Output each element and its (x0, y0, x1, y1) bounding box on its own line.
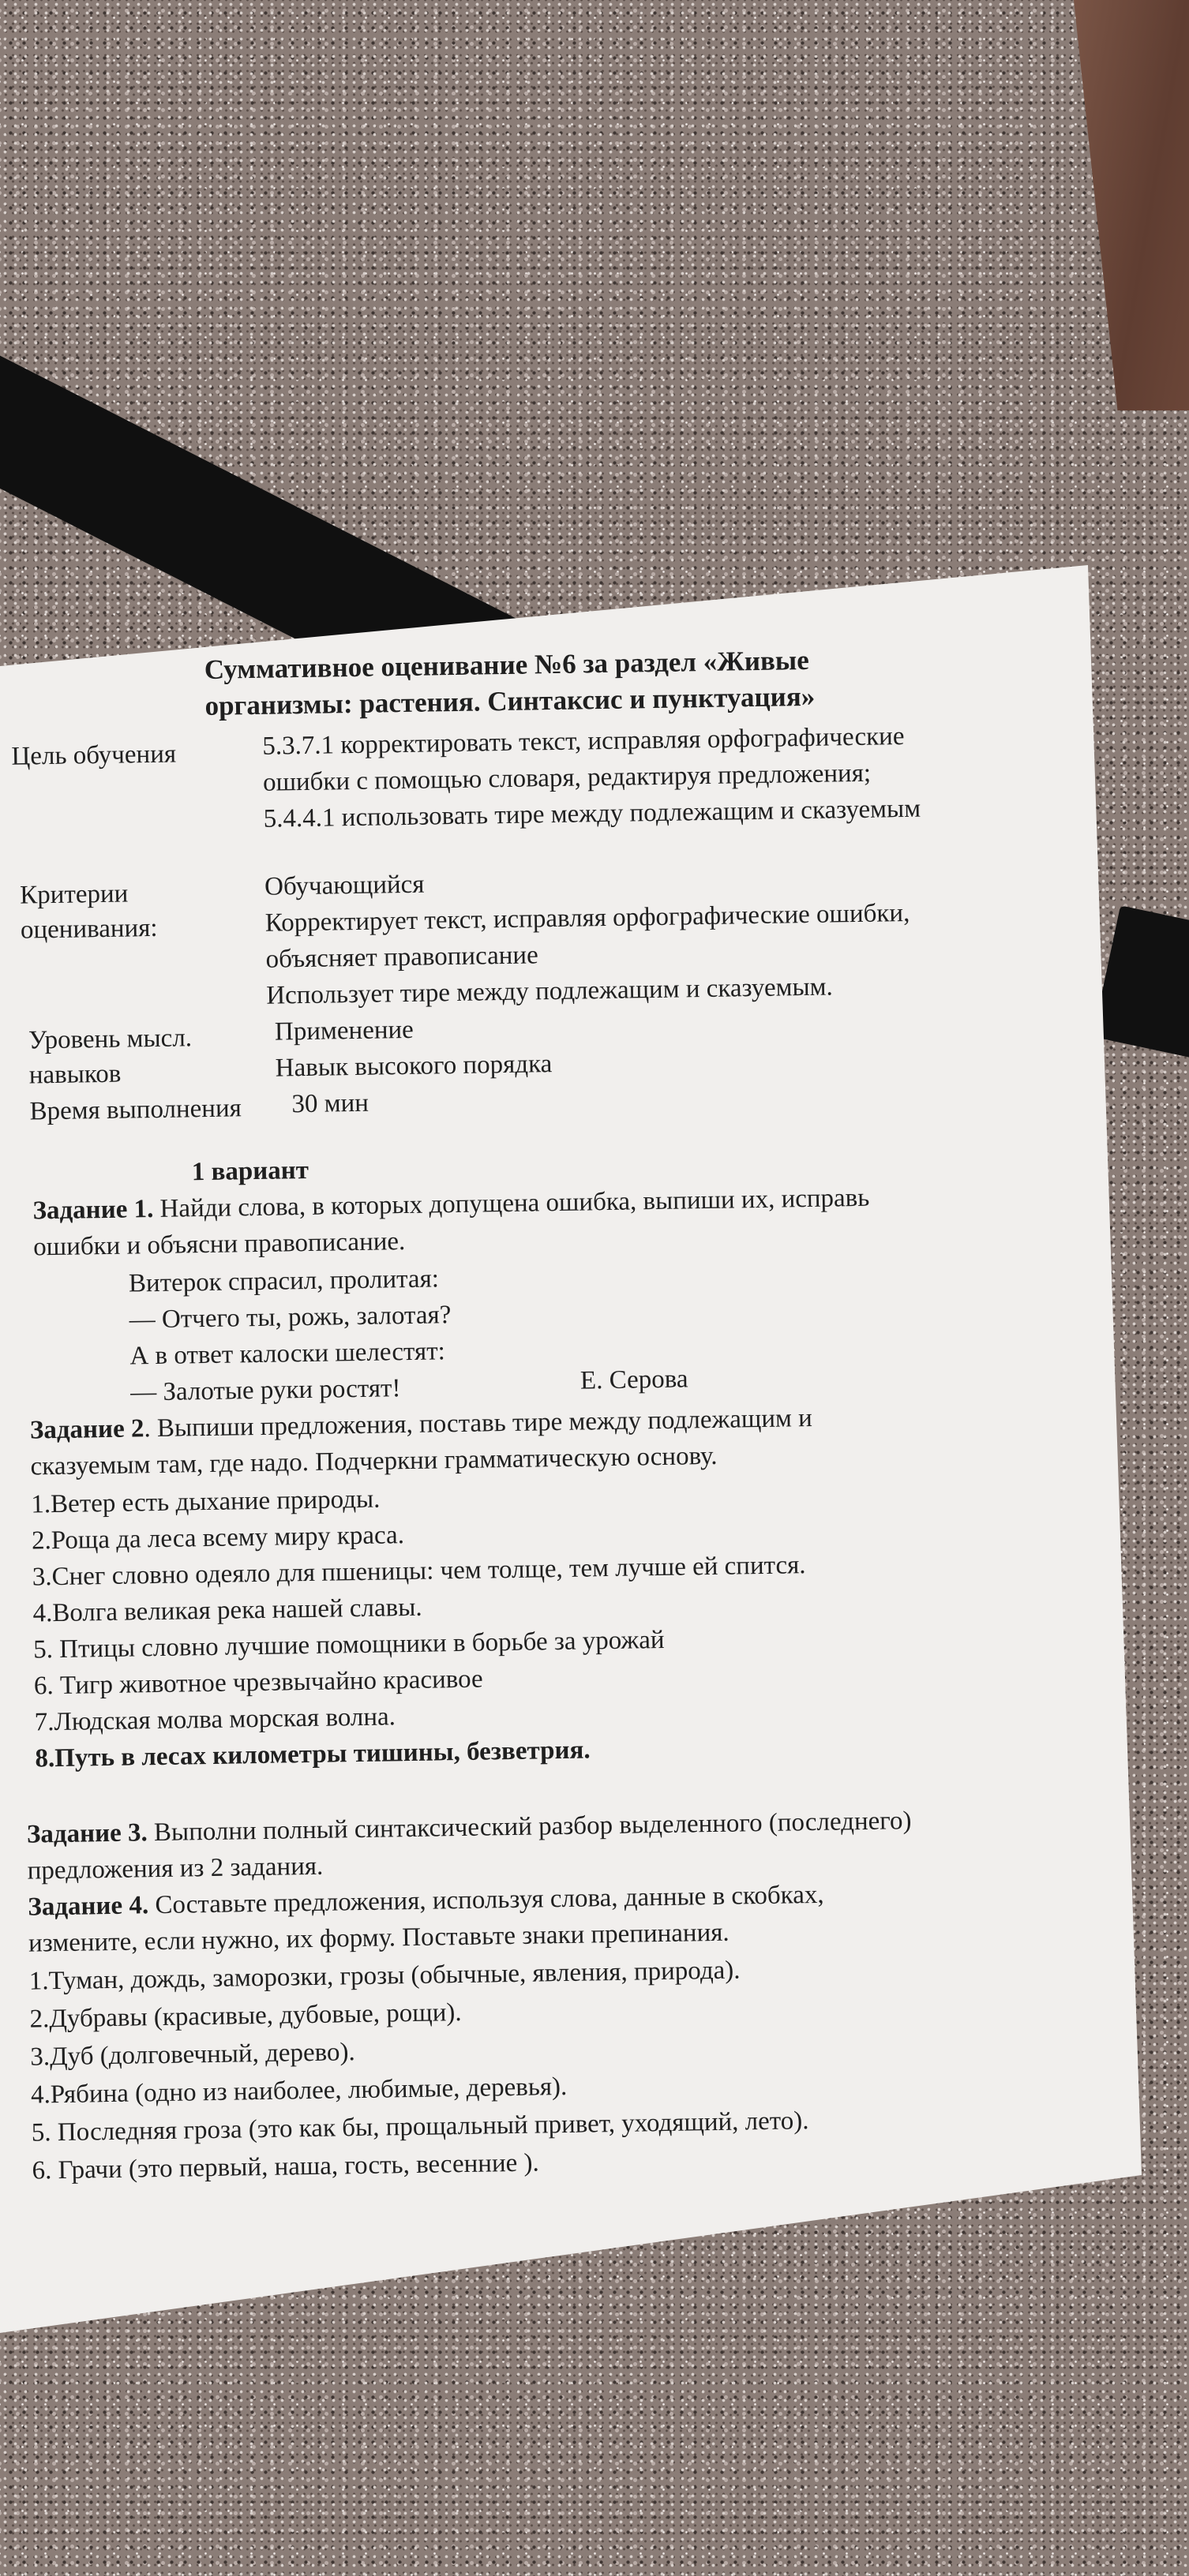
poem-line-4: — Залотые руки ростят! (129, 1374, 401, 1407)
task2-item-2: 2.Роща да леса всему миру краса. (31, 1521, 405, 1556)
task4-item-6: 6. Грачи (это первый, наша, гость, весенние ). (32, 2148, 539, 2185)
poem-author: Е. Серова (579, 1365, 688, 1395)
task1-line-1 (32, 1183, 869, 1227)
goal-label: Цель обучения (11, 739, 177, 771)
task2-item-7: 7.Людская молва морская волна. (34, 1702, 396, 1737)
task3-line-2: предложения из 2 задания. (27, 1852, 324, 1885)
level-label-1: Уровень мысл. (28, 1024, 193, 1055)
goal-line-2: ошибки с помощью словаря, редактируя предложения; (262, 758, 872, 797)
document-title-line-2: организмы: растения. Синтаксис и пунктуация» (204, 680, 816, 721)
criteria-line-4: Использует тире между подлежащим и сказуемым. (266, 972, 834, 1010)
task4-item-4: 4.Рябина (одно из наиболее, любимые, деревья). (30, 2072, 568, 2110)
task4-label: Задание 4. (28, 1891, 149, 1922)
level-label-2: навыков (28, 1059, 122, 1090)
task2-item-3: 3.Снег словно одеяло для пшеницы: чем толще, тем лучше ей спится. (32, 1551, 806, 1592)
document-content (0, 613, 1161, 2209)
poem-line-3: А в ответ калоски шелестят: (129, 1337, 446, 1371)
goal-line-3: 5.4.4.1 использовать тире между подлежащим и сказуемым (263, 794, 921, 833)
task2-item-5: 5. Птицы словно лучшие помощники в борьбе за урожай (32, 1625, 665, 1664)
task1-text: Найди слова, в которых допущена ошибка, выпиши их, исправь (153, 1183, 870, 1224)
task4-line-1 (28, 1880, 824, 1923)
task2-item-6: 6. Тигр животное чрезвычайно красивое (33, 1664, 483, 1701)
goal-line-1: 5.3.7.1 корректировать текст, исправляя орфографические (262, 722, 905, 761)
task1-label: Задание 1. (32, 1195, 154, 1226)
task3-label: Задание 3. (26, 1818, 148, 1849)
task4-item-3: 3.Дуб (долговечный, дерево). (30, 2038, 355, 2072)
task4-text: Составьте предложения, используя слова, данные в скобках, (148, 1880, 824, 1920)
time-value: 30 мин (291, 1088, 369, 1119)
time-label: Время выполнения (29, 1094, 242, 1126)
task2-item-1: 1.Ветер есть дыхание природы. (31, 1485, 381, 1519)
task2-text: . Выпиши предложения, поставь тире между подлежащим и (144, 1403, 813, 1443)
poem-line-2: — Отчего ты, рожь, залотая? (129, 1301, 452, 1335)
level-line-1: Применение (274, 1015, 414, 1046)
task4-item-1: 1.Туман, дождь, заморозки, грозы (обычные, явления, природа). (28, 1956, 741, 1996)
criteria-line-1: Обучающийся (264, 870, 425, 901)
task2-item-4: 4.Волга великая река нашей славы. (32, 1593, 422, 1628)
criteria-line-3: объясняет правописание (265, 941, 538, 974)
criteria-label-1: Критерии (19, 879, 129, 910)
task4-line-2: измените, если нужно, их форму. Поставьте знаки препинания. (28, 1918, 730, 1958)
task2-line-2: сказуемым там, где надо. Подчеркни грамматическую основу. (30, 1441, 718, 1481)
task3-text: Выполни полный синтаксический разбор выделенного (последнего) (147, 1807, 912, 1848)
poem-line-1: Витерок спрасил, пролитая: (128, 1264, 440, 1298)
task2-item-8-bold: 8.Путь в лесах километры тишины, безветрия. (35, 1735, 591, 1773)
task2-label: Задание 2 (29, 1414, 144, 1445)
task4-item-5: 5. Последняя гроза (это как бы, прощальный привет, уходящий, лето). (31, 2106, 809, 2147)
task3-line-1 (27, 1806, 912, 1851)
task1-line-2: ошибки и объясни правописание. (32, 1227, 406, 1262)
task2-line-1 (30, 1403, 812, 1447)
criteria-label-2: оценивания: (20, 913, 158, 945)
document-title-line-1: Суммативное оценивание №6 за раздел «Живые (204, 644, 810, 685)
criteria-line-2: Корректирует текст, исправляя орфографические ошибки, (264, 898, 910, 938)
variant-heading: 1 вариант (191, 1155, 309, 1187)
level-line-2: Навык высокого порядка (275, 1050, 553, 1083)
task4-item-2: 2.Дубравы (красивые, дубовые, рощи). (29, 1998, 462, 2034)
